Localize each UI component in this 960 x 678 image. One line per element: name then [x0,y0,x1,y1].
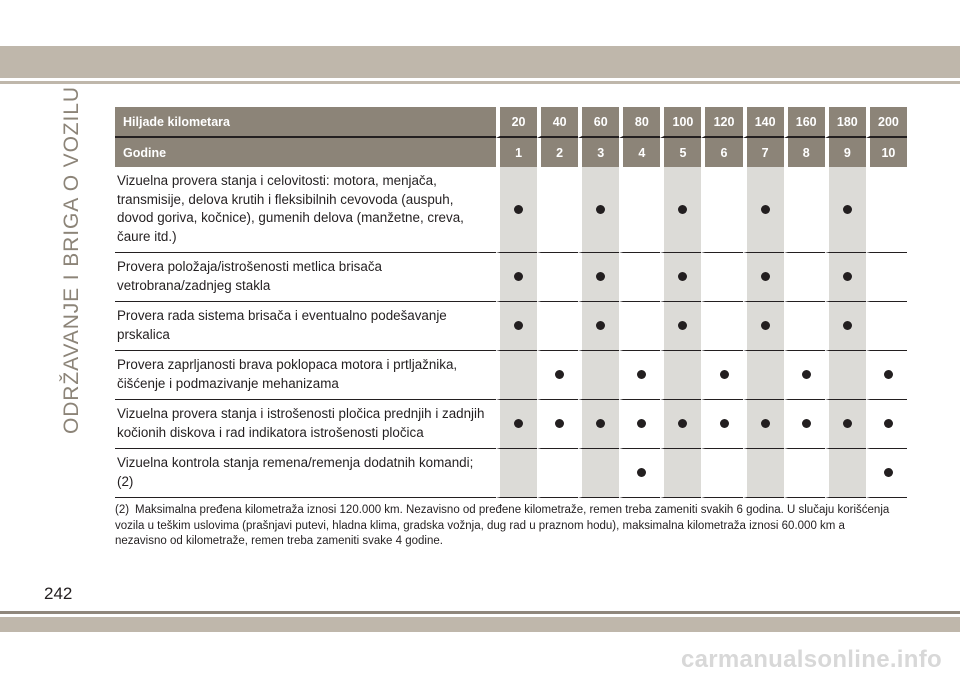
service-dot-icon [596,419,605,428]
header-km-value: 80 [619,107,660,138]
maintenance-schedule-table [115,107,907,498]
header-years-label: Godine [115,138,496,167]
header-year-value: 5 [660,138,701,167]
service-dot-icon [761,205,770,214]
schedule-cell [866,449,907,498]
schedule-cell [496,167,537,253]
schedule-cell [866,253,907,302]
schedule-cell [825,351,866,400]
schedule-cell [496,302,537,351]
service-dot-icon [720,419,729,428]
schedule-cell [784,302,825,351]
schedule-cell [701,449,742,498]
schedule-cell [743,253,784,302]
service-dot-icon [884,370,893,379]
table-row [115,167,907,253]
schedule-cell [701,253,742,302]
schedule-cell [784,449,825,498]
header-year-value: 9 [825,138,866,167]
service-dot-icon [678,419,687,428]
schedule-cell [660,351,701,400]
header-km-value: 20 [496,107,537,138]
header-km-value: 160 [784,107,825,138]
schedule-cell [619,302,660,351]
schedule-cell [537,351,578,400]
service-dot-icon [637,468,646,477]
service-dot-icon [678,272,687,281]
schedule-cell [537,253,578,302]
header-km-value: 40 [537,107,578,138]
service-dot-icon [843,272,852,281]
schedule-cell [496,400,537,449]
row-description: Vizuelna kontrola stanja remena/remenja dodatnih komandi;(2) [115,449,496,498]
schedule-cell [825,302,866,351]
schedule-cell [866,351,907,400]
schedule-cell [619,253,660,302]
service-dot-icon [678,321,687,330]
schedule-cell [743,400,784,449]
schedule-cell [619,167,660,253]
schedule-cell [619,449,660,498]
header-year-value: 7 [743,138,784,167]
table-row [115,351,907,400]
schedule-cell [743,302,784,351]
top-decor-line [0,81,960,84]
service-dot-icon [514,419,523,428]
page-number: 242 [44,584,73,603]
schedule-cell [825,449,866,498]
schedule-cell [866,167,907,253]
schedule-cell [866,302,907,351]
row-description: Provera položaja/istrošenosti metlica brisača vetrobrana/zadnjeg stakla [115,253,496,302]
footnote-text: Maksimalna pređena kilometraža iznosi 120.000 km. Nezavisno od pređene kilometraže, remen treba zameniti svakih 6 godina. U slučaju korišćenja vozila u teškim uslovima (prašnjavi putevi, hladna klima, gradska vožnja, dug rad u praznom hodu), maksimalna kilometraža iznosi 60.000 km a nezavisno od kilometraže, remen treba zameniti svake 4 godine. [115,504,890,547]
schedule-cell [537,302,578,351]
schedule-cell [825,167,866,253]
schedule-cell [743,167,784,253]
table-row [115,302,907,351]
schedule-cell [619,351,660,400]
row-description: Vizuelna provera stanja i celovitosti: motora, menjača, transmisije, delova krutih i fleksibilnih cevovoda (auspuh, dovod goriva, kočnice), gumenih delova (manžetne, creva, čaure itd.) [115,167,496,253]
table-row [115,449,907,498]
table-row [115,253,907,302]
header-year-value: 1 [496,138,537,167]
service-dot-icon [596,272,605,281]
schedule-cell [578,351,619,400]
service-dot-icon [637,419,646,428]
header-year-value: 6 [701,138,742,167]
schedule-cell [784,167,825,253]
schedule-cell [496,351,537,400]
schedule-cell [496,253,537,302]
header-km-label: Hiljade kilometara [115,107,496,138]
schedule-cell [701,400,742,449]
bottom-decor-line [0,611,960,614]
service-dot-icon [802,370,811,379]
schedule-cell [743,449,784,498]
service-dot-icon [678,205,687,214]
schedule-cell [537,167,578,253]
schedule-cell [537,400,578,449]
service-dot-icon [761,272,770,281]
service-dot-icon [637,370,646,379]
footnote [115,503,895,550]
schedule-cell [743,351,784,400]
schedule-cell [825,400,866,449]
schedule-cell [578,167,619,253]
service-dot-icon [761,419,770,428]
service-dot-icon [555,419,564,428]
service-dot-icon [843,419,852,428]
header-year-value: 3 [578,138,619,167]
schedule-cell [660,400,701,449]
service-dot-icon [596,321,605,330]
schedule-cell [619,400,660,449]
service-dot-icon [884,419,893,428]
schedule-cell [784,351,825,400]
footnote-number: (2) [115,504,130,516]
service-dot-icon [761,321,770,330]
service-dot-icon [884,468,893,477]
schedule-cell [578,302,619,351]
schedule-cell [866,400,907,449]
schedule-cell [825,253,866,302]
schedule-cell [578,400,619,449]
service-dot-icon [555,370,564,379]
watermark: carmanualsonline.info [680,646,942,673]
schedule-cell [496,449,537,498]
header-km-value: 60 [578,107,619,138]
service-dot-icon [843,321,852,330]
schedule-cell [784,400,825,449]
schedule-cell [578,253,619,302]
top-decor-band [0,46,960,78]
header-year-value: 2 [537,138,578,167]
schedule-cell [701,167,742,253]
schedule-cell [701,302,742,351]
header-year-value: 4 [619,138,660,167]
row-description: Provera rada sistema brisača i eventualno podešavanje prskalica [115,302,496,351]
section-side-title: ODRŽAVANJE I BRIGA O VOZILU [60,86,83,434]
header-year-value: 10 [866,138,907,167]
schedule-cell [784,253,825,302]
row-description: Provera zaprljanosti brava poklopaca motora i prtljažnika, čišćenje i podmazivanje mehanizama [115,351,496,400]
table-body [115,167,907,498]
table-row [115,400,907,449]
header-km-value: 120 [701,107,742,138]
service-dot-icon [596,205,605,214]
bottom-decor-band [0,617,960,632]
header-km-value: 180 [825,107,866,138]
header-km-value: 100 [660,107,701,138]
header-year-value: 8 [784,138,825,167]
schedule-cell [660,302,701,351]
service-dot-icon [514,272,523,281]
service-dot-icon [514,321,523,330]
header-km-value: 200 [866,107,907,138]
schedule-cell [660,449,701,498]
schedule-cell [660,253,701,302]
service-dot-icon [720,370,729,379]
schedule-cell [578,449,619,498]
service-dot-icon [843,205,852,214]
schedule-cell [537,449,578,498]
service-dot-icon [802,419,811,428]
header-row-years [115,138,907,167]
header-row-kilometers [115,107,907,138]
service-dot-icon [514,205,523,214]
row-description: Vizuelna provera stanja i istrošenosti pločica prednjih i zadnjih kočionih diskova i rad indikatora istrošenosti pločica [115,400,496,449]
schedule-cell [701,351,742,400]
header-km-value: 140 [743,107,784,138]
schedule-cell [660,167,701,253]
